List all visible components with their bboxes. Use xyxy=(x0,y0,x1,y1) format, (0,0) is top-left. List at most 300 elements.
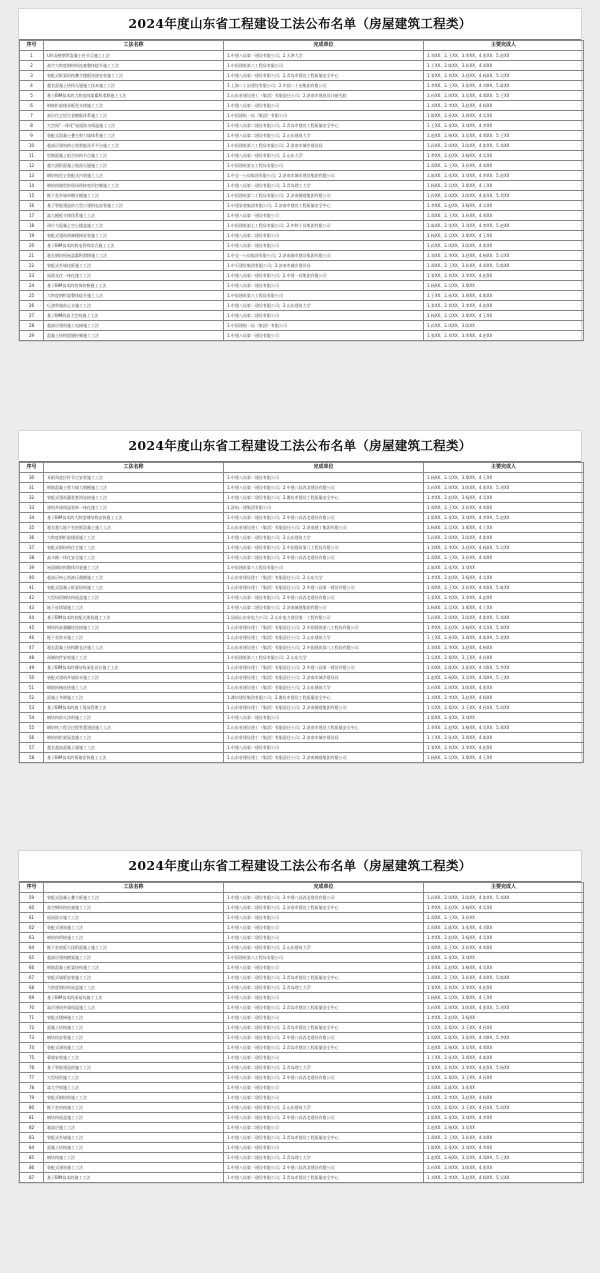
cell-completing-unit: 1.中建八局第一建设有限公司 xyxy=(224,101,424,111)
cell-method-name: 混凝土结构裂缝控制施工工法 xyxy=(44,331,224,341)
cell-completing-unit: 1.中建八局第一建设有限公司；2.山东建筑大学 xyxy=(224,533,424,543)
cell-index: 63 xyxy=(20,933,44,943)
document-page-1 xyxy=(18,8,582,342)
cell-index: 22 xyxy=(20,261,44,271)
cell-index: 82 xyxy=(20,1123,44,1133)
cell-method-name: 高大空间施工工法 xyxy=(44,1083,224,1093)
cell-completing-unit: 1.中建八局第二建设有限公司 xyxy=(224,231,424,241)
cell-completing-unit: 1.中建八局第一建设有限公司；2.青岛市建设工程质量安全中心 xyxy=(224,973,424,983)
cell-completing-unit: 1.中建八局第一建设有限公司 xyxy=(224,331,424,341)
table-row xyxy=(20,1073,584,1083)
cell-index: 43 xyxy=(20,603,44,613)
cell-method-name: 基于BIM技术的幕墙安装施工工法 xyxy=(44,753,224,763)
col-header-method-name: 工法名称 xyxy=(44,463,224,473)
cell-method-name: 基于BIM技术的装饰装修施工工法 xyxy=(44,281,224,291)
cell-main-contributors: 1.王XX、2.孙XX、3.周XX、4.陈XX、5.张XX xyxy=(424,633,584,643)
cell-main-contributors: 1.孙XX、2.周XX、3.陈XX、4.张XX、5.刘XX xyxy=(424,893,584,903)
method-table xyxy=(19,462,584,763)
table-row xyxy=(20,61,584,71)
cell-completing-unit: 1.山东省建设建工（集团）有限责任公司；2.中国建筑第八工程局有限公司 xyxy=(224,643,424,653)
cell-main-contributors: 1.杨XX、2.吴XX、3.郑XX、4.王XX xyxy=(424,753,584,763)
table-row xyxy=(20,91,584,101)
cell-index: 8 xyxy=(20,121,44,131)
cell-completing-unit: 1.中建八局第一建设有限公司；2.青岛市建设工程质量安全中心 xyxy=(224,1133,424,1143)
cell-method-name: 装配式混凝土框架结构施工工法 xyxy=(44,583,224,593)
cell-main-contributors: 1.李XX、2.赵XX、3.杨XX、4.吴XX、5.郑XX xyxy=(424,623,584,633)
cell-main-contributors: 1.郑XX、2.王XX、3.孙XX、4.周XX xyxy=(424,211,584,221)
cell-method-name: 混凝土结构施工工法 xyxy=(44,1143,224,1153)
cell-index: 33 xyxy=(20,503,44,513)
table-row xyxy=(20,71,584,81)
cell-completing-unit: 1.中建八局第一建设有限公司；2.山东建筑大学 xyxy=(224,943,424,953)
cell-index: 27 xyxy=(20,311,44,321)
table-row xyxy=(20,673,584,683)
table-row xyxy=(20,301,584,311)
cell-completing-unit: 1.中建八局第一建设有限公司；2.青岛市建设工程质量安全中心 xyxy=(224,1003,424,1013)
cell-main-contributors: 1.孙XX、2.周XX、3.陈XX、4.张XX、5.刘XX xyxy=(424,483,584,493)
cell-main-contributors: 1.张XX、2.刘XX、3.李XX、4.赵XX xyxy=(424,593,584,603)
cell-completing-unit: 1.中建八局第二建设有限公司；2.青岛理工大学 xyxy=(224,983,424,993)
cell-main-contributors: 1.李XX、2.赵XX、3.杨XX、4.吴XX xyxy=(424,201,584,211)
cell-completing-unit: 1.中建八局第一建设有限公司 xyxy=(224,713,424,723)
cell-completing-unit: 1.中建八局第二建设有限公司；2.中建八局西北建设有限公司 xyxy=(224,553,424,563)
cell-index: 72 xyxy=(20,1023,44,1033)
table-row xyxy=(20,191,584,201)
table-row xyxy=(20,251,584,261)
cell-index: 36 xyxy=(20,533,44,543)
cell-completing-unit: 1.山东省建设建工（集团）有限责任公司；2.济南市建设工程质量安全中心 xyxy=(224,723,424,733)
cell-completing-unit: 1.中建八局第一建设有限公司；2.中建八局西北建设有限公司 xyxy=(224,483,424,493)
cell-method-name: 大跨度钢桁架整体提升施工工法 xyxy=(44,291,224,301)
cell-completing-unit: 1.中建八局第一建设有限公司 xyxy=(224,281,424,291)
cell-index: 11 xyxy=(20,151,44,161)
cell-method-name: 装配式混凝土叠合板施工工法 xyxy=(44,893,224,903)
cell-method-name: 装配式建筑外墙防水施工工法 xyxy=(44,673,224,683)
cell-index: 81 xyxy=(20,1113,44,1123)
cell-index: 77 xyxy=(20,1073,44,1083)
cell-method-name: 装配式钢结构施工工法 xyxy=(44,1093,224,1103)
cell-method-name: 超大面积混凝土地面无缝施工工法 xyxy=(44,161,224,171)
cell-index: 61 xyxy=(20,913,44,923)
table-row xyxy=(20,281,584,291)
cell-method-name: 装配式墙板安装施工工法 xyxy=(44,973,224,983)
cell-method-name: 超高层建筑核心筒智能顶升平台施工工法 xyxy=(44,141,224,151)
cell-index: 48 xyxy=(20,653,44,663)
cell-index: 13 xyxy=(20,171,44,181)
cell-index: 35 xyxy=(20,523,44,533)
cell-main-contributors: 1.杨XX、2.吴XX、3.郑XX、4.王XX xyxy=(424,523,584,533)
cell-method-name: 基于BIM技术的施工现场管理工法 xyxy=(44,703,224,713)
cell-main-contributors: 1.郑XX、2.王XX、3.孙XX、4.周XX xyxy=(424,161,584,171)
table-row xyxy=(20,181,584,191)
cell-main-contributors: 1.郑XX、2.王XX、3.孙XX、4.周XX xyxy=(424,503,584,513)
cell-method-name: 装配式外墙挂板施工工法 xyxy=(44,261,224,271)
cell-method-name: 钢结构工程全过程智慧建造施工工法 xyxy=(44,723,224,733)
table-row xyxy=(20,923,584,933)
cell-completing-unit: 1.国网山东省电力公司；2.山东电力建设第一工程有限公司 xyxy=(224,613,424,623)
cell-index: 32 xyxy=(20,493,44,503)
cell-method-name: 超高层施工工法 xyxy=(44,1123,224,1133)
cell-index: 53 xyxy=(20,703,44,713)
cell-index: 69 xyxy=(20,993,44,1003)
cell-method-name: 高空钢结构连廊施工工法 xyxy=(44,903,224,913)
col-header-main-contributors: 主要完成人 xyxy=(424,463,584,473)
table-row xyxy=(20,573,584,583)
table-row xyxy=(20,321,584,331)
col-header-index: 序号 xyxy=(20,883,44,893)
cell-method-name: U形双壁钢管混凝土柱节点施工工法 xyxy=(44,51,224,61)
cell-method-name: 装配式外墙施工工法 xyxy=(44,1133,224,1143)
cell-main-contributors: 1.吴XX、2.郑XX、3.王XX、4.孙XX xyxy=(424,1023,584,1033)
cell-main-contributors: 1.郑XX、2.王XX、3.孙XX、4.周XX、5.陈XX xyxy=(424,261,584,271)
cell-method-name: 后浇带超前止水施工工法 xyxy=(44,301,224,311)
table-row xyxy=(20,1173,584,1183)
cell-method-name: 大型场馆钢结构屋盖施工工法 xyxy=(44,593,224,603)
table-row xyxy=(20,261,584,271)
cell-index: 57 xyxy=(20,743,44,753)
cell-index: 65 xyxy=(20,953,44,963)
table-row xyxy=(20,963,584,973)
table-row xyxy=(20,713,584,723)
cell-index: 18 xyxy=(20,221,44,231)
table-row xyxy=(20,733,584,743)
cell-main-contributors: 1.陈XX、2.张XX、3.刘XX、4.李XX、5.赵XX xyxy=(424,221,584,231)
cell-main-contributors: 1.赵XX、2.杨XX、3.吴XX、4.郑XX、5.王XX xyxy=(424,673,584,683)
cell-method-name: 超长混凝土结构跳仓法施工工法 xyxy=(44,643,224,653)
cell-completing-unit: 1.中建八局第一建设有限公司；2.中建八局西北建设有限公司 xyxy=(224,1163,424,1173)
table-row xyxy=(20,683,584,693)
cell-completing-unit: 1.中建八局第一建设有限公司 xyxy=(224,913,424,923)
cell-index: 44 xyxy=(20,613,44,623)
cell-index: 79 xyxy=(20,1093,44,1103)
cell-index: 16 xyxy=(20,201,44,211)
cell-index: 10 xyxy=(20,141,44,151)
cell-main-contributors: 1.孙XX、2.周XX、3.陈XX、4.张XX xyxy=(424,683,584,693)
cell-main-contributors: 1.刘XX、2.李XX、3.赵XX、4.杨XX xyxy=(424,1093,584,1103)
cell-index: 7 xyxy=(20,111,44,121)
table-row xyxy=(20,1013,584,1023)
cell-completing-unit: 1.山东省建设建工（集团）有限责任公司；2.济南市城乡建设局 xyxy=(224,673,424,683)
cell-method-name: 高空大跨度钢结构连廊整体提升施工工法 xyxy=(44,61,224,71)
cell-completing-unit: 1.中建八局第一建设有限公司 xyxy=(224,1053,424,1063)
cell-completing-unit: 1.山东省建设建工（集团）有限责任公司；2.山东建筑大学 xyxy=(224,683,424,693)
cell-completing-unit: 1.潍坊建设集团有限公司；2.潍坊市建设工程质量安全中心 xyxy=(224,693,424,703)
cell-main-contributors: 1.郑XX、2.王XX、3.孙XX、4.周XX xyxy=(424,943,584,953)
cell-index: 24 xyxy=(20,281,44,291)
cell-index: 60 xyxy=(20,903,44,913)
cell-index: 5 xyxy=(20,91,44,101)
table-row xyxy=(20,563,584,573)
cell-index: 9 xyxy=(20,131,44,141)
table-row xyxy=(20,603,584,613)
cell-main-contributors: 1.刘XX、2.李XX、3.赵XX、4.杨XX xyxy=(424,643,584,653)
table-row xyxy=(20,1033,584,1043)
table-row xyxy=(20,161,584,171)
cell-index: 39 xyxy=(20,563,44,573)
cell-main-contributors: 1.孙XX、2.周XX、3.陈XX、4.张XX xyxy=(424,241,584,251)
cell-index: 49 xyxy=(20,663,44,673)
table-row xyxy=(20,583,584,593)
cell-method-name: 地下连续墙施工工法 xyxy=(44,603,224,613)
cell-completing-unit: 1.山东省建设建工（集团）有限责任公司；2.山东大学 xyxy=(224,573,424,583)
table-row xyxy=(20,643,584,653)
table-row xyxy=(20,151,584,161)
table-row xyxy=(20,211,584,221)
table-row xyxy=(20,271,584,281)
cell-method-name: 超高层建筑施工电梯施工工法 xyxy=(44,321,224,331)
cell-method-name: 钢筋混凝土剪力墙大钢模施工工法 xyxy=(44,483,224,493)
cell-method-name: 基于智能建造的施工工法 xyxy=(44,1063,224,1073)
cell-method-name: 基于BIM的高大空间施工工法 xyxy=(44,311,224,321)
table-row xyxy=(20,913,584,923)
table-row xyxy=(20,171,584,181)
cell-method-name: 大跨度钢桁架楼面施工工法 xyxy=(44,533,224,543)
cell-main-contributors: 1.孙XX、2.周XX、3.陈XX、4.张XX、5.刘XX xyxy=(424,141,584,151)
cell-main-contributors: 1.杨XX、2.吴XX、3.郑XX、4.王XX xyxy=(424,473,584,483)
table-row xyxy=(20,101,584,111)
cell-method-name: 地下室结构施工工法 xyxy=(44,1103,224,1113)
table-row xyxy=(20,1093,584,1103)
cell-main-contributors: 1.杨XX、2.吴XX、3.郑XX、4.王XX xyxy=(424,603,584,613)
cell-completing-unit: 1.中建八局第一建设有限公司；2.中建八局西北建设有限公司 xyxy=(224,1073,424,1083)
cell-main-contributors: 1.周XX、2.陈XX、3.张XX、4.刘XX、5.李XX xyxy=(424,663,584,673)
cell-main-contributors: 1.张XX、2.刘XX、3.李XX、4.赵XX xyxy=(424,271,584,281)
cell-method-name: 装配式框架结构叠合楼板快速安装施工工法 xyxy=(44,71,224,81)
cell-main-contributors: 1.李XX、2.赵XX、3.杨XX、4.吴XX xyxy=(424,573,584,583)
cell-index: 87 xyxy=(20,1173,44,1183)
cell-main-contributors: 1.张XX、2.刘XX、3.李XX、4.赵XX xyxy=(424,331,584,341)
table-row xyxy=(20,523,584,533)
cell-method-name: 超长超高混凝土墙施工工法 xyxy=(44,743,224,753)
cell-index: 23 xyxy=(20,271,44,281)
table-row xyxy=(20,533,584,543)
cell-completing-unit: 1.中建八局第一建设有限公司；2.中国建筑第八工程局有限公司 xyxy=(224,543,424,553)
cell-method-name: 高大模板支撑体系施工工法 xyxy=(44,211,224,221)
cell-main-contributors: 1.李XX、2.赵XX、3.杨XX xyxy=(424,1013,584,1023)
table-row xyxy=(20,493,584,503)
cell-index: 47 xyxy=(20,643,44,653)
cell-main-contributors: 1.王XX、2.孙XX、3.周XX、4.陈XX xyxy=(424,291,584,301)
cell-method-name: 型钢混凝土组合结构节点施工工法 xyxy=(44,151,224,161)
table-row xyxy=(20,633,584,643)
cell-index: 46 xyxy=(20,633,44,643)
cell-completing-unit: 1.中国建筑一局（集团）有限公司 xyxy=(224,321,424,331)
cell-method-name: 混凝土冬期施工工法 xyxy=(44,693,224,703)
cell-main-contributors: 1.刘XX、2.王XX、3.李XX、4.张XX、5.赵XX xyxy=(424,51,584,61)
cell-method-name: 基于BIM技术的机电管线综合施工工法 xyxy=(44,241,224,251)
cell-method-name: 基于BIM技术的钢结构深化设计施工工法 xyxy=(44,663,224,673)
cell-index: 62 xyxy=(20,923,44,933)
cell-method-name: 高支模一体化安全施工工法 xyxy=(44,553,224,563)
cell-completing-unit: 1.中国建筑第八工程局有限公司 xyxy=(224,953,424,963)
cell-main-contributors: 1.孙XX、2.周XX、3.陈XX、4.张XX、5.刘XX xyxy=(424,191,584,201)
cell-index: 12 xyxy=(20,161,44,171)
cell-main-contributors: 1.王XX、2.张XX、3.刘XX、4.李XX xyxy=(424,121,584,131)
cell-completing-unit: 1.中国建筑第八工程局有限公司 xyxy=(224,291,424,301)
cell-index: 40 xyxy=(20,573,44,583)
cell-completing-unit: 1.中建八局第一建设有限公司；2.青岛市建设工程质量安全中心 xyxy=(224,1043,424,1053)
cell-completing-unit: 1.中国建筑第八工程局有限公司；2.济南市城乡建设局 xyxy=(224,141,424,151)
cell-method-name: 钢筋桁架楼承板免支撑施工工法 xyxy=(44,101,224,111)
cell-index: 17 xyxy=(20,211,44,221)
cell-main-contributors: 1.周XX、2.陈XX、3.张XX xyxy=(424,1083,584,1093)
cell-method-name: 超高层建筑模架施工工法 xyxy=(44,953,224,963)
table-row xyxy=(20,653,584,663)
table-row xyxy=(20,81,584,91)
cell-index: 30 xyxy=(20,473,44,483)
table-row xyxy=(20,1053,584,1063)
cell-index: 55 xyxy=(20,723,44,733)
cell-main-contributors: 1.陈XX、2.张XX、3.刘XX xyxy=(424,953,584,963)
cell-completing-unit: 1.中建八局第一建设有限公司 xyxy=(224,1083,424,1093)
cell-completing-unit: 1.中建八局第一建设有限公司 xyxy=(224,1013,424,1023)
cell-index: 19 xyxy=(20,231,44,241)
cell-main-contributors: 1.李XX、2.赵XX、3.杨XX、4.吴XX、5.郑XX xyxy=(424,723,584,733)
cell-main-contributors: 1.陈XX、2.张XX、3.刘XX、4.李XX xyxy=(424,1143,584,1153)
cell-index: 34 xyxy=(20,513,44,523)
cell-main-contributors: 1.郑XX、2.王XX、3.孙XX xyxy=(424,913,584,923)
cell-main-contributors: 1.吴XX、2.郑XX、3.王XX、4.孙XX xyxy=(424,1073,584,1083)
cell-method-name: 耳板角度拉杆节点安装施工工法 xyxy=(44,473,224,483)
cell-method-name: 基于BIM技术的大跨度网架累积滑移施工工法 xyxy=(44,91,224,101)
cell-method-name: 基于智能建造的大型公建机电安装施工工法 xyxy=(44,201,224,211)
cell-completing-unit: 1.中建八局第二建设有限公司；2.青岛理工大学 xyxy=(224,1153,424,1163)
cell-completing-unit: 1.中建八局第二建设有限公司；2.济南城建集团有限公司 xyxy=(224,603,424,613)
cell-main-contributors: 1.赵XX、2.杨XX、3.吴XX、4.郑XX xyxy=(424,1043,584,1053)
cell-completing-unit: 1.中交一公局集团有限公司；2.济南城市建设集团有限公司 xyxy=(224,251,424,261)
cell-main-contributors: 1.李XX、2.赵XX、3.杨XX、4.吴XX xyxy=(424,903,584,913)
table-row xyxy=(20,593,584,603)
cell-main-contributors: 1.李XX、2.王XX、3.张XX、4.刘XX、5.陈XX xyxy=(424,81,584,91)
cell-completing-unit: 1.中建八局第二建设有限公司 xyxy=(224,311,424,321)
cell-index: 64 xyxy=(20,943,44,953)
cell-completing-unit: 1.中国建筑第七工程局有限公司；2.中铁十局集团有限公司 xyxy=(224,221,424,231)
method-table xyxy=(19,882,584,1183)
col-header-index: 序号 xyxy=(20,463,44,473)
table-row xyxy=(20,623,584,633)
col-header-completing-unit: 完成单位 xyxy=(224,883,424,893)
table-row xyxy=(20,663,584,673)
cell-completing-unit: 1.中建八局第一建设有限公司；2.中建八局西北建设有限公司 xyxy=(224,1033,424,1043)
table-row xyxy=(20,973,584,983)
table-row xyxy=(20,1113,584,1123)
cell-index: 73 xyxy=(20,1033,44,1043)
cell-completing-unit: 1.中建八局第一建设有限公司；2.天津大学 xyxy=(224,51,424,61)
cell-index: 71 xyxy=(20,1013,44,1023)
page-title: 2024年度山东省工程建设工法公布名单（房屋建筑工程类） xyxy=(19,851,581,882)
cell-completing-unit: 1.中建八局第二建设有限公司；2.青岛市建设工程质量安全中心 xyxy=(224,1023,424,1033)
table-row xyxy=(20,131,584,141)
cell-main-contributors: 1.周XX、2.陈XX、3.张XX、4.刘XX、5.李XX xyxy=(424,1033,584,1043)
table-row xyxy=(20,543,584,553)
table-row xyxy=(20,1083,584,1093)
cell-method-name: 钢筋混凝土框架结构施工工法 xyxy=(44,963,224,973)
cell-main-contributors: 1.吴XX、2.郑XX、3.王XX、4.孙XX、5.周XX xyxy=(424,1103,584,1113)
cell-completing-unit: 1.中交一公局集团有限公司；2.济南市城市建设集团有限公司 xyxy=(224,171,424,181)
cell-completing-unit: 1.中建八局第一建设有限公司；2.山东建筑大学 xyxy=(224,1103,424,1113)
cell-method-name: 幕墙安装施工工法 xyxy=(44,1053,224,1063)
cell-completing-unit: 1.中建八局第二建设有限公司；2.山东建筑大学 xyxy=(224,131,424,141)
cell-index: 78 xyxy=(20,1083,44,1093)
cell-main-contributors: 1.杨XX、2.吴XX、3.郑XX、4.王XX xyxy=(424,993,584,1003)
col-header-method-name: 工法名称 xyxy=(44,41,224,51)
cell-method-name: 基于BIM技术的深基坑施工工法 xyxy=(44,993,224,1003)
cell-method-name: 屋面钢结构整体吊装施工工法 xyxy=(44,563,224,573)
method-table xyxy=(19,40,584,341)
cell-method-name: 超长混凝土结构无缝施工技术施工工法 xyxy=(44,81,224,91)
cell-main-contributors: 1.王XX、2.陈XX、3.孙XX、4.周XX xyxy=(424,61,584,71)
cell-main-contributors: 1.王XX、2.孙XX、3.周XX、4.陈XX xyxy=(424,733,584,743)
cell-index: 56 xyxy=(20,733,44,743)
cell-main-contributors: 1.赵XX、2.杨XX、3.吴XX、4.郑XX、5.王XX xyxy=(424,1153,584,1163)
cell-completing-unit: 1.中建八局第一建设有限公司 xyxy=(224,743,424,753)
cell-method-name: 钢结构住宅装配式内装施工工法 xyxy=(44,171,224,181)
cell-method-name: 钢结构安装施工工法 xyxy=(44,1033,224,1043)
table-row xyxy=(20,1133,584,1143)
cell-completing-unit: 1.中建八局第一建设有限公司；2.中建一局集团有限公司 xyxy=(224,271,424,281)
cell-main-contributors: 1.刘XX、2.李XX、3.赵XX、4.杨XX xyxy=(424,101,584,111)
table-row xyxy=(20,221,584,231)
document-page-3 xyxy=(18,850,582,1184)
cell-completing-unit: 1.山东省建设建工（集团）有限责任公司；2.济南市建筑设计研究院 xyxy=(224,91,424,101)
table-row xyxy=(20,743,584,753)
cell-index: 67 xyxy=(20,973,44,983)
cell-main-contributors: 1.李XX、2.赵XX、3.杨XX、4.吴XX xyxy=(424,493,584,503)
col-header-completing-unit: 完成单位 xyxy=(224,41,424,51)
cell-completing-unit: 1.中建八局第二建设有限公司；2.青岛理工大学 xyxy=(224,1063,424,1073)
cell-completing-unit: 1.中建八局第一建设有限公司；2.中建八局西北建设有限公司 xyxy=(224,1113,424,1123)
table-row xyxy=(20,753,584,763)
table-row xyxy=(20,483,584,493)
table-row xyxy=(20,201,584,211)
cell-main-contributors: 1.周XX、2.陈XX、3.张XX、4.刘XX xyxy=(424,923,584,933)
cell-index: 52 xyxy=(20,693,44,703)
cell-method-name: 屋面防水施工工法 xyxy=(44,913,224,923)
cell-method-name: 高层住宅铝合金模板体系施工工法 xyxy=(44,111,224,121)
col-header-main-contributors: 主要完成人 xyxy=(424,883,584,893)
table-row xyxy=(20,993,584,1003)
table-row xyxy=(20,613,584,623)
cell-index: 50 xyxy=(20,673,44,683)
table-row xyxy=(20,893,584,903)
cell-method-name: 装配式建筑施工工法 xyxy=(44,1043,224,1053)
cell-main-contributors: 1.孙XX、2.周XX、3.陈XX、4.张XX xyxy=(424,533,584,543)
cell-index: 86 xyxy=(20,1163,44,1173)
table-row xyxy=(20,311,584,321)
table-row xyxy=(20,693,584,703)
cell-main-contributors: 1.吴XX、2.郑XX、3.王XX、4.孙XX、5.周XX xyxy=(424,703,584,713)
cell-main-contributors: 1.刘XX、2.李XX、3.赵XX、4.杨XX、5.吴XX xyxy=(424,251,584,261)
cell-method-name: 超长超大地下室底板混凝土施工工法 xyxy=(44,523,224,533)
cell-method-name: 高层建筑外墙保温施工工法 xyxy=(44,1003,224,1013)
table-row xyxy=(20,51,584,61)
cell-index: 85 xyxy=(20,1153,44,1163)
table-row xyxy=(20,111,584,121)
cell-main-contributors: 1.陈XX、2.孙XX、3.周XX、4.吴XX xyxy=(424,111,584,121)
cell-index: 84 xyxy=(20,1143,44,1153)
table-row xyxy=(20,953,584,963)
cell-method-name: 钢结构桁架屋盖施工工法 xyxy=(44,733,224,743)
cell-completing-unit: 1.山东省建设建工（集团）有限责任公司；2.山东建筑大学 xyxy=(224,633,424,643)
cell-main-contributors: 1.郑XX、2.王XX、3.孙XX、4.周XX、5.陈XX xyxy=(424,973,584,983)
cell-method-name: 基于BIM技术的装配式建筑施工工法 xyxy=(44,613,224,623)
cell-index: 59 xyxy=(20,893,44,903)
cell-main-contributors: 1.李XX、2.赵XX、3.杨XX、4.吴XX xyxy=(424,963,584,973)
cell-completing-unit: 1.中建八局第一建设有限公司 xyxy=(224,211,424,221)
cell-completing-unit: 1.中建八局第二建设有限公司 xyxy=(224,933,424,943)
cell-completing-unit: 1.山东省建设建工（集团）有限责任公司；2.中国建筑第八工程局有限公司 xyxy=(224,623,424,633)
cell-main-contributors: 1.陈XX、2.张XX、3.刘XX、4.李XX xyxy=(424,1113,584,1123)
